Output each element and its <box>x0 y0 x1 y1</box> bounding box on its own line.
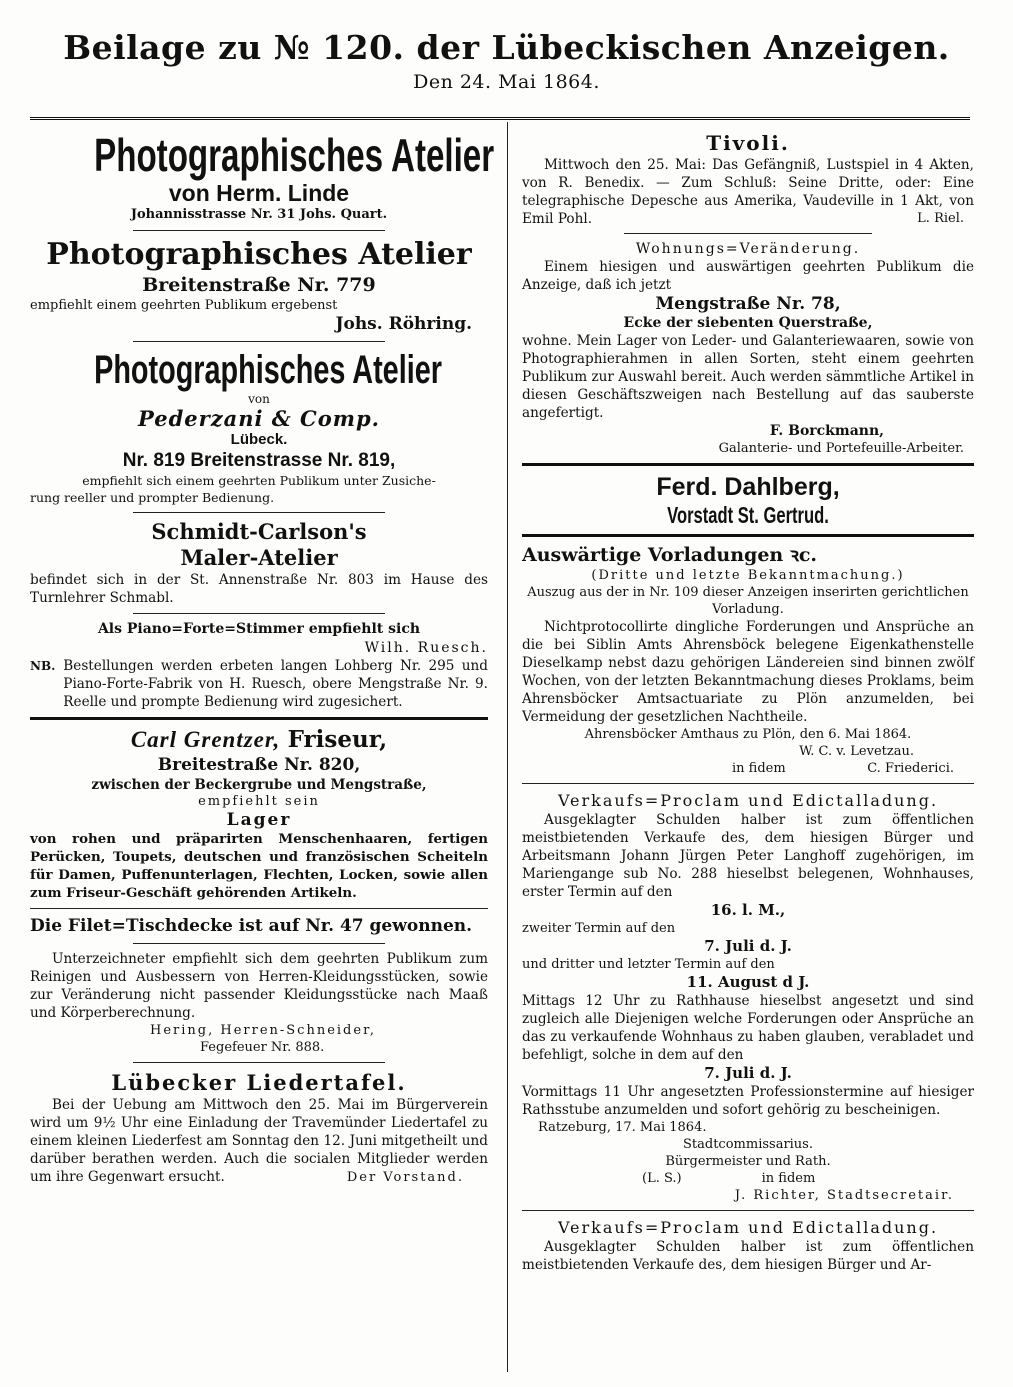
ad-proclam1-sig: J. Richter, Stadtsecretair. <box>734 1188 954 1203</box>
ad-proclam1-seal: (L. S.) <box>642 1171 682 1186</box>
ad-wohnung-address: Mengstraße Nr. 78, <box>655 294 841 314</box>
ad-ruesch <box>30 620 488 711</box>
ad-grentzer-address: Breitestraße Nr. 820, <box>157 755 361 775</box>
divider-thick <box>522 463 974 466</box>
ad-ruesch-line: Als Piano=Forte=Stimmer empfiehlt sich <box>97 621 421 637</box>
ad-vorladungen <box>522 543 974 777</box>
ad-vorladungen-intro: Auszug aus der in Nr. 109 dieser Anzeigen inserirten gerichtlichen Vorladung. <box>527 585 969 617</box>
ad-schmidt-subhead: Maler-Atelier <box>180 545 338 570</box>
ad-proclam1-text3: Vormittags 11 Uhr angesetzten Professionstermine auf hiesiger Rathsstube anzumelden und sofort gehörig zu bescheinigen. <box>522 1084 974 1118</box>
divider <box>133 613 385 614</box>
ad-ruesch-nb <box>30 657 488 711</box>
ad-pederzani-text1: empfiehlt sich einem geehrten Publikum unter Zusiche- <box>82 473 436 488</box>
ad-proclam1-office2: Bürgermeister und Rath. <box>665 1154 831 1169</box>
ad-tivoli-text: Mittwoch den 25. Mai: Das Gefängniß, Lustspiel in 4 Akten, von R. Benedix. — Zum Schluß: Seine Dritte, oder: Eine telegraphische Depesche aus Amerika, Vaudeville in 1 Akt, von Emil Pohl. <box>522 157 974 227</box>
masthead <box>0 28 1013 93</box>
ad-schmidt-carlson <box>30 519 488 607</box>
ad-proclam-2 <box>522 1217 974 1274</box>
ad-vorladungen-sub: (Dritte und letzte Bekanntmachung.) <box>591 568 905 583</box>
divider-thick <box>522 534 974 537</box>
divider <box>133 512 385 513</box>
ad-tivoli <box>522 130 974 227</box>
ad-pederzani <box>30 348 488 506</box>
ad-roehring-address: Breitenstraße Nr. 779 <box>142 274 376 296</box>
ad-wohnung-corner: Ecke der siebenten Querstraße, <box>623 315 873 331</box>
ad-proclam1-date4: 7. Juli d. J. <box>704 1064 792 1082</box>
ad-proclam1-t3: und dritter und letzter Termin auf den <box>522 957 775 972</box>
ad-dahlberg <box>522 472 974 528</box>
ad-filet-text: Die Filet=Tischdecke ist auf Nr. 47 gewonnen. <box>30 916 473 936</box>
ad-proclam1-fidem: in fidem <box>761 1171 816 1186</box>
right-column <box>522 130 974 1274</box>
ad-roehring-headline: Photographisches Atelier <box>46 237 472 272</box>
divider <box>133 943 385 944</box>
ad-filet <box>30 915 488 937</box>
ad-wohnung-text1: Einem hiesigen und auswärtigen geehrten Publikum die Anzeige, daß ich jetzt <box>522 259 974 293</box>
ad-grentzer-title <box>30 726 488 754</box>
ad-liedertafel-headline: Lübecker Liedertafel. <box>111 1070 407 1095</box>
ad-hering-sig2: Fegefeuer Nr. 888. <box>200 1040 325 1055</box>
ad-grentzer <box>30 726 488 902</box>
ad-pederzani-city: Lübeck. <box>230 431 288 448</box>
divider <box>133 230 385 231</box>
ad-grentzer-trade: Friseur, <box>287 726 388 753</box>
ad-schmidt-headline: Schmidt-Carlson's <box>151 519 367 544</box>
ad-pederzani-address: Nr. 819 Breitenstrasse Nr. 819, <box>122 450 396 471</box>
ad-tivoli-sig: L. Riel. <box>917 211 964 226</box>
ad-ruesch-name: Wilh. Ruesch. <box>364 640 488 656</box>
ad-vorladungen-headline: Auswärtige Vorladungen ꝛc. <box>522 544 818 566</box>
ad-liedertafel-text: Bei der Uebung am Mittwoch den 25. Mai im Bürgerverein wird um 9½ Uhr eine Einladung der Travemünder Liedertafel zu einem kleinen Liederfest am Sonntag den 12. Juni mitgetheilt und darüber berathen werden. Auch die socialen Mitglieder werden um ihre Gegenwart ersucht. <box>30 1097 488 1185</box>
ad-vorladungen-fidem: in fidem <box>732 761 786 776</box>
ad-hering-sig1: Hering, Herren-Schneider, <box>150 1023 376 1038</box>
ad-liedertafel-sig: Der Vorstand. <box>346 1170 464 1185</box>
ad-ruesch-nb-label: NB. <box>30 659 56 673</box>
ad-proclam1-seal-row <box>522 1170 974 1187</box>
ad-proclam1-headline: Verkaufs=Proclam und Edictalladung. <box>557 791 939 810</box>
ad-wohnung-name: F. Borckmann, <box>769 423 884 439</box>
ad-proclam1-office: Stadtcommissarius. <box>683 1137 813 1152</box>
divider <box>30 908 488 909</box>
ad-vorladungen-place: Ahrensböcker Amthaus zu Plön, den 6. Mai 1864. <box>584 727 912 742</box>
ad-proclam1-date3: 11. August d J. <box>686 973 810 991</box>
ad-linde-address: Johannisstrasse Nr. 31 Johs. Quart. <box>130 207 388 222</box>
ad-grentzer-name: Carl Grentzer, <box>130 727 281 752</box>
ad-proclam1-text2: Mittags 12 Uhr zu Rathhause hieselbst angesetzt und sind zugleich alle Diejenigen welche Forderungen oder Ansprüche an das zu verkaufende Wohnhaus zu haben glauben, verabladet und befehligt, solche in dem auf den <box>522 993 974 1063</box>
ad-dahlberg-address: Vorstadt St. Gertrud. <box>667 502 829 528</box>
ad-proclam1-text: Ausgeklagter Schulden halber ist zum öffentlichen meistbietenden Verkaufe des, dem hiesigen Bürger und Arbeitsmann Johann Jürgen Peter Langhoff zugehörigen, im Mariengange sub No. 288 hieselbst belegenen, Wohnhauses, erster Termin auf den <box>522 812 974 900</box>
ad-proclam1-date1: 16. l. M., <box>710 901 786 919</box>
ad-pederzani-von: von <box>248 392 270 406</box>
ad-linde <box>30 129 495 224</box>
divider <box>133 1062 385 1063</box>
divider <box>624 233 873 234</box>
ad-proclam1-date2: 7. Juli d. J. <box>704 937 792 955</box>
divider-thick <box>30 717 488 720</box>
ad-tivoli-headline: Tivoli. <box>706 131 790 155</box>
ad-liedertafel <box>30 1069 488 1186</box>
ad-vorladungen-clerk: C. Friederici. <box>867 761 954 776</box>
ad-proclam2-text: Ausgeklagter Schulden halber ist zum öffentlichen meistbietenden Verkaufe des, dem hiesigen Bürger und Ar- <box>522 1239 974 1273</box>
ad-wohnung-text2: wohne. Mein Lager von Leder- und Galanteriewaaren, sowie von Photographierahmen in allen Sorten, steht einem geehrten Publikum zur Auswahl bereit. Auch werden sämmtliche Artikel in diesen Geschäftszweigen nach Bestellung auf das sauberste angefertigt. <box>522 333 974 421</box>
divider <box>522 783 974 784</box>
ad-hering-text: Unterzeichneter empfiehlt sich dem geehrten Publikum zum Reinigen und Ausbessern von Herren-Kleidungsstücken, sowie zur Veränderung nicht passender Kleidungsstücke nach Maaß und Körperberechnung. <box>30 951 488 1021</box>
ad-proclam2-headline: Verkaufs=Proclam und Edictalladung. <box>557 1218 939 1237</box>
ad-wohnung-headline: Wohnungs=Veränderung. <box>635 241 861 257</box>
ad-grentzer-lager: Lager <box>226 810 292 830</box>
ad-pederzani-text2: rung reeller und prompter Bedienung. <box>30 490 275 505</box>
ad-hering <box>30 950 488 1056</box>
divider <box>133 341 385 342</box>
ad-wohnung <box>522 240 974 457</box>
ad-linde-by: von Herm. Linde <box>168 180 350 206</box>
ad-roehring <box>30 237 488 335</box>
ad-proclam1-place: Ratzeburg, 17. Mai 1864. <box>538 1120 707 1135</box>
left-column <box>30 129 495 1186</box>
masthead-rule <box>30 117 970 120</box>
ad-pederzani-headline: Photographisches Atelier <box>94 348 442 392</box>
ad-wohnung-trade: Galanterie- und Portefeuille-Arbeiter. <box>718 441 964 456</box>
divider <box>522 1210 974 1211</box>
column-divider <box>507 122 508 1372</box>
ad-roehring-text: empfiehlt einem geehrten Publikum ergebenst <box>30 298 338 313</box>
ad-grentzer-between: zwischen der Beckergrube und Mengstraße, <box>91 777 427 793</box>
ad-vorladungen-sig2 <box>522 760 974 777</box>
masthead-date: Den 24. Mai 1864. <box>413 71 600 93</box>
ad-proclam-1 <box>522 790 974 1204</box>
ad-grentzer-recommends: empfiehlt sein <box>198 794 320 809</box>
ad-schmidt-text: befindet sich in der St. Annenstraße Nr. 803 im Hause des Turnlehrer Schmabl. <box>30 572 488 606</box>
ad-grentzer-text: von rohen und präparirten Menschenhaaren, fertigen Perücken, Toupets, deutschen und französischen Scheiteln für Damen, Puffenunterlagen, Flechten, Locken, sowie allen zum Friseur-Geschäft gehörenden Artikeln. <box>30 831 488 901</box>
ad-roehring-signature: Johs. Röhring. <box>335 314 472 334</box>
ad-linde-headline: Photographisches Atelier <box>94 129 495 181</box>
masthead-title: Beilage zu № 120. der Lübeckischen Anzeigen. <box>63 28 950 67</box>
ad-pederzani-firm: Pederzani & Comp. <box>138 406 380 431</box>
ad-proclam1-t2: zweiter Termin auf den <box>522 921 676 936</box>
ad-vorladungen-text: Nichtprotocollirte dingliche Forderungen und Ansprüche an die bei Siblin Amts Ahrensböck belegene Eigenkathenstelle Dieselkamp nebst dazu gehörigen Ländereien sind binnen zwölf Wochen, von der letzten Bekanntmachung dieses Proklams, beim Ahrensböcker Amtsactuariate zu Plön anzumelden, bei Vermeidung der gesetzlichen Nachtheile. <box>522 619 974 725</box>
ad-ruesch-nb-text: Bestellungen werden erbeten langen Lohberg Nr. 295 und Piano-Forte-Fabrik von H. Ruesch, obere Mengstraße Nr. 9. Reelle und prompte Bedienung wird zugesichert. <box>63 658 488 710</box>
ad-dahlberg-name: Ferd. Dahlberg, <box>656 473 840 501</box>
ad-vorladungen-sig1: W. C. v. Levetzau. <box>799 744 914 759</box>
